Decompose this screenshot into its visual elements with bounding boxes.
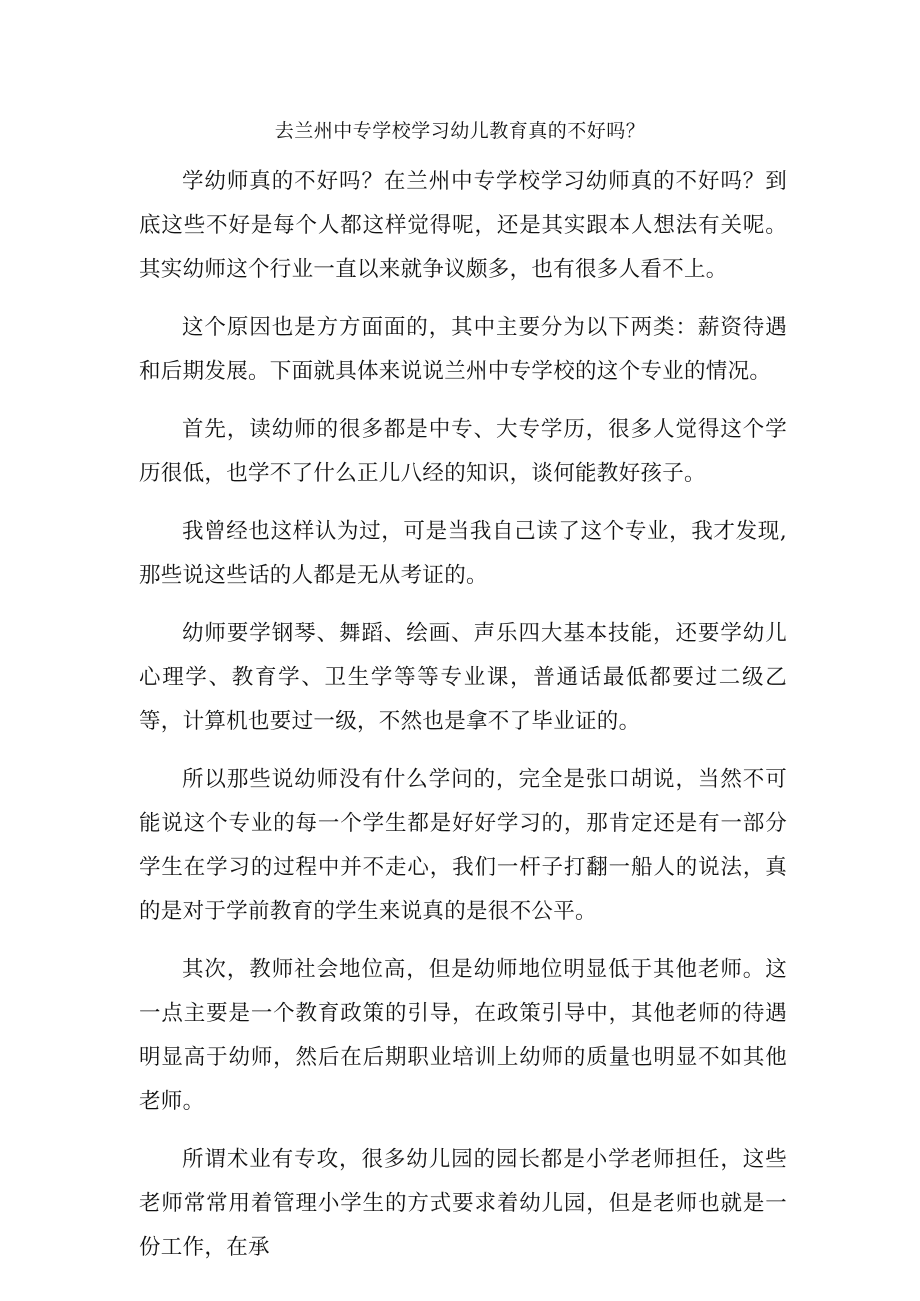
paragraph: 所以那些说幼师没有什么学问的，完全是张口胡说，当然不可能说这个专业的每一个学生都是好好学习的，那肯定还是有一部分学生在学习的过程中并不走心，我们一杆子打翻一船人的说法，真的是对于学前教育的学生来说真的是很不公平。 bbox=[139, 767, 787, 924]
paragraph: 首先，读幼师的很多都是中专、大专学历，很多人觉得这个学历很低，也学不了什么正儿八经的知识，谈何能教好孩子。 bbox=[139, 417, 787, 486]
paragraph: 这个原因也是方方面面的，其中主要分为以下两类：薪资待遇和后期发展。下面就具体来说说兰州中专学校的这个专业的情况。 bbox=[139, 315, 787, 384]
paragraph: 所谓术业有专攻，很多幼儿园的园长都是小学老师担任，这些老师常常用着管理小学生的方式要求着幼儿园，但是老师也就是一份工作，在承 bbox=[139, 1147, 787, 1260]
paragraph: 其次，教师社会地位高，但是幼师地位明显低于其他老师。这一点主要是一个教育政策的引导，在政策引导中，其他老师的待遇明显高于幼师，然后在后期职业培训上幼师的质量也明显不如其他老师。 bbox=[139, 957, 787, 1114]
paragraph: 我曾经也这样认为过，可是当我自己读了这个专业，我才发现,那些说这些话的人都是无从考证的。 bbox=[139, 519, 787, 588]
document-body bbox=[139, 160, 787, 1284]
document-title: 去兰州中专学校学习幼儿教育真的不好吗？ bbox=[274, 120, 646, 142]
paragraph: 幼师要学钢琴、舞蹈、绘画、声乐四大基本技能，还要学幼儿心理学、教育学、卫生学等等专业课，普通话最低都要过二级乙等，计算机也要过一级，不然也是拿不了毕业证的。 bbox=[139, 621, 787, 734]
paragraph: 学幼师真的不好吗？在兰州中专学校学习幼师真的不好吗？到底这些不好是每个人都这样觉得呢，还是其实跟本人想法有关呢。其实幼师这个行业一直以来就争议颇多，也有很多人看不上。 bbox=[139, 169, 787, 282]
